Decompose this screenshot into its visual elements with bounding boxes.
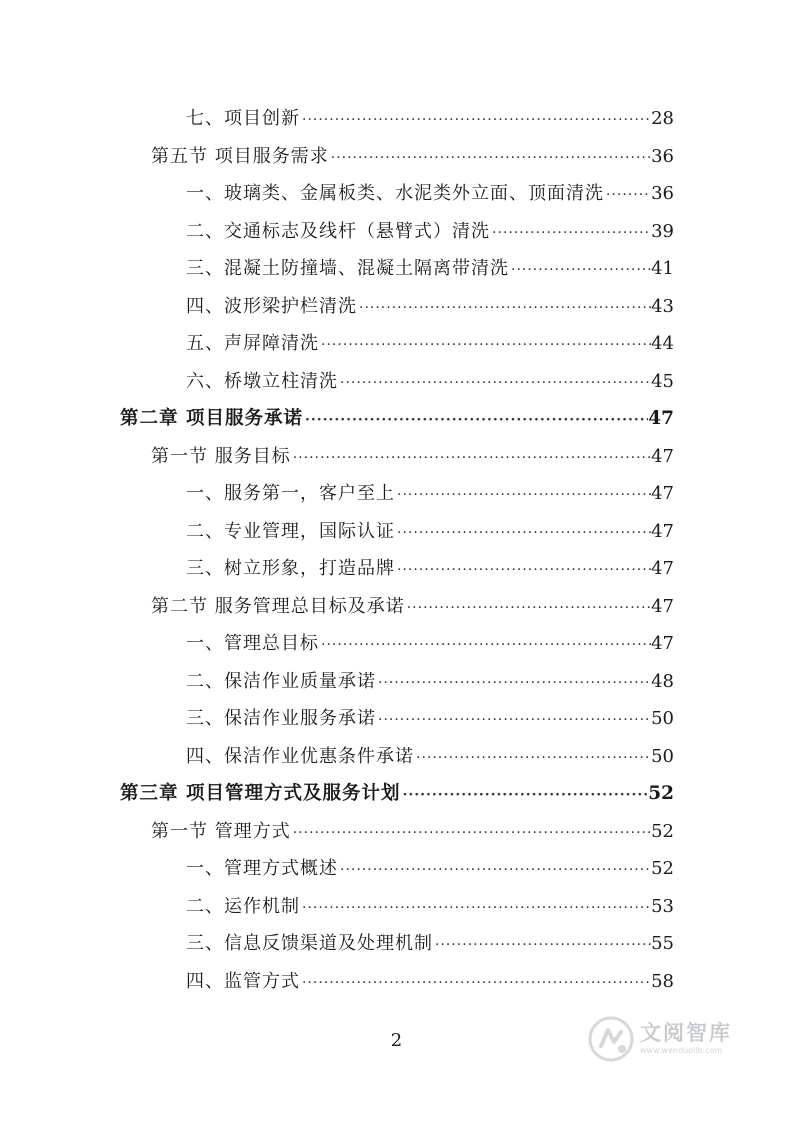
toc-entry-title: 第一节 管理方式 — [151, 820, 291, 842]
toc-entry-title: 三、树立形象，打造品牌 — [186, 558, 395, 579]
toc-entry-page: 48 — [651, 670, 674, 692]
toc-leader-dots — [414, 740, 651, 778]
toc-entry-page: 36 — [651, 183, 674, 204]
toc-entry[interactable] — [0, 888, 674, 926]
toc-entry-page: 45 — [651, 370, 674, 392]
toc-entry-title: 一、管理总目标 — [186, 633, 319, 654]
toc-leader-dots — [395, 552, 651, 590]
toc-entry-page: 36 — [651, 145, 674, 167]
toc-leader-dots — [490, 215, 651, 253]
toc-entry-title: 二、交通标志及线杆（悬臂式）清洗 — [186, 220, 490, 242]
toc-entry[interactable] — [0, 250, 674, 288]
watermark — [588, 1016, 732, 1062]
toc-leader-dots — [319, 327, 651, 365]
toc-entry[interactable] — [0, 925, 674, 963]
toc-entry-title: 七、项目创新 — [186, 108, 300, 129]
toc-entry[interactable] — [0, 213, 674, 251]
toc-leader-dots — [395, 515, 651, 553]
toc-leader-dots — [338, 365, 651, 403]
toc-entry[interactable] — [0, 175, 674, 213]
toc-entry-title: 四、波形梁护栏清洗 — [186, 295, 357, 317]
toc-entry[interactable] — [0, 625, 674, 663]
toc-entry[interactable] — [0, 963, 674, 1001]
toc-entry-title: 四、监管方式 — [186, 970, 300, 992]
toc-entry-title: 三、混凝土防撞墙、混凝土隔离带清洗 — [186, 258, 509, 279]
toc-entry[interactable] — [0, 513, 674, 551]
toc-entry-page: 47 — [651, 595, 674, 617]
toc-entry-title: 四、保洁作业优惠条件承诺 — [186, 745, 414, 767]
toc-entry-page: 47 — [651, 445, 674, 467]
toc-entry[interactable] — [0, 325, 674, 363]
toc-entry-page: 52 — [651, 820, 674, 842]
toc-entry[interactable] — [0, 550, 674, 588]
toc-leader-dots — [303, 402, 648, 440]
toc-leader-dots — [329, 140, 651, 178]
toc-entry-page: 50 — [651, 708, 674, 729]
watermark-url: www.wenduolib.com — [640, 1046, 723, 1055]
toc-entry[interactable] — [0, 400, 674, 438]
toc-leader-dots — [300, 102, 651, 140]
toc-entry-page: 28 — [651, 108, 674, 129]
toc-entry-title: 第二章 项目服务承诺 — [120, 408, 303, 429]
toc-entry-page: 44 — [651, 333, 674, 354]
toc-entry-title: 第三章 项目管理方式及服务计划 — [120, 783, 401, 804]
toc-leader-dots — [604, 177, 651, 215]
toc-leader-dots — [433, 927, 651, 965]
toc-entry-title: 第一节 服务目标 — [151, 445, 291, 467]
toc-leader-dots — [291, 440, 651, 478]
toc-entry-page: 43 — [651, 295, 674, 317]
toc-entry[interactable] — [0, 288, 674, 326]
toc-leader-dots — [405, 590, 651, 628]
toc-entry-page: 50 — [651, 745, 674, 767]
page-number: 2 — [390, 1030, 403, 1051]
toc-entry-title: 二、专业管理，国际认证 — [186, 520, 395, 542]
toc-entry-page: 52 — [648, 783, 674, 804]
toc-entry-title: 六、桥墩立柱清洗 — [186, 370, 338, 392]
table-of-contents — [0, 100, 793, 1000]
toc-leader-dots — [376, 665, 651, 703]
toc-entry[interactable] — [0, 475, 674, 513]
toc-entry-title: 二、保洁作业质量承诺 — [186, 670, 376, 692]
toc-entry[interactable] — [0, 663, 674, 701]
toc-leader-dots — [291, 815, 651, 853]
toc-entry-title: 第二节 服务管理总目标及承诺 — [151, 595, 405, 617]
toc-leader-dots — [357, 290, 651, 328]
toc-entry[interactable] — [0, 363, 674, 401]
toc-leader-dots — [400, 777, 648, 815]
toc-entry[interactable] — [0, 438, 674, 476]
toc-entry-page: 39 — [651, 220, 674, 242]
toc-entry-page: 47 — [651, 520, 674, 542]
toc-entry-title: 五、声屏障清洗 — [186, 333, 319, 354]
watermark-name: 文阅智库 — [640, 1021, 732, 1045]
toc-leader-dots — [319, 627, 651, 665]
toc-entry-page: 41 — [651, 258, 674, 279]
toc-entry-title: 三、信息反馈渠道及处理机制 — [186, 933, 433, 954]
toc-leader-dots — [509, 252, 651, 290]
toc-entry-page: 55 — [651, 933, 674, 954]
toc-entry-page: 53 — [651, 895, 674, 917]
watermark-logo-icon — [588, 1016, 634, 1062]
toc-entry-page: 58 — [651, 970, 674, 992]
toc-entry-page: 47 — [651, 483, 674, 504]
toc-entry[interactable] — [0, 138, 674, 176]
toc-entry-page: 47 — [648, 408, 674, 429]
toc-entry-page: 47 — [651, 633, 674, 654]
toc-leader-dots — [300, 890, 651, 928]
toc-entry-page: 52 — [651, 858, 674, 879]
toc-entry-title: 一、服务第一，客户至上 — [186, 483, 395, 504]
toc-entry[interactable] — [0, 588, 674, 626]
toc-entry[interactable] — [0, 700, 674, 738]
toc-entry-title: 一、管理方式概述 — [186, 858, 338, 879]
toc-entry-title: 三、保洁作业服务承诺 — [186, 708, 376, 729]
toc-entry-page: 47 — [651, 558, 674, 579]
toc-leader-dots — [300, 965, 651, 1003]
toc-entry[interactable] — [0, 738, 674, 776]
toc-entry[interactable] — [0, 850, 674, 888]
toc-entry[interactable] — [0, 813, 674, 851]
toc-leader-dots — [376, 702, 651, 740]
toc-entry-title: 第五节 项目服务需求 — [151, 145, 329, 167]
toc-entry[interactable] — [0, 100, 674, 138]
toc-entry[interactable] — [0, 775, 674, 813]
toc-leader-dots — [395, 477, 651, 515]
toc-entry-title: 二、运作机制 — [186, 895, 300, 917]
toc-leader-dots — [338, 852, 651, 890]
toc-entry-title: 一、玻璃类、金属板类、水泥类外立面、顶面清洗 — [186, 183, 604, 204]
